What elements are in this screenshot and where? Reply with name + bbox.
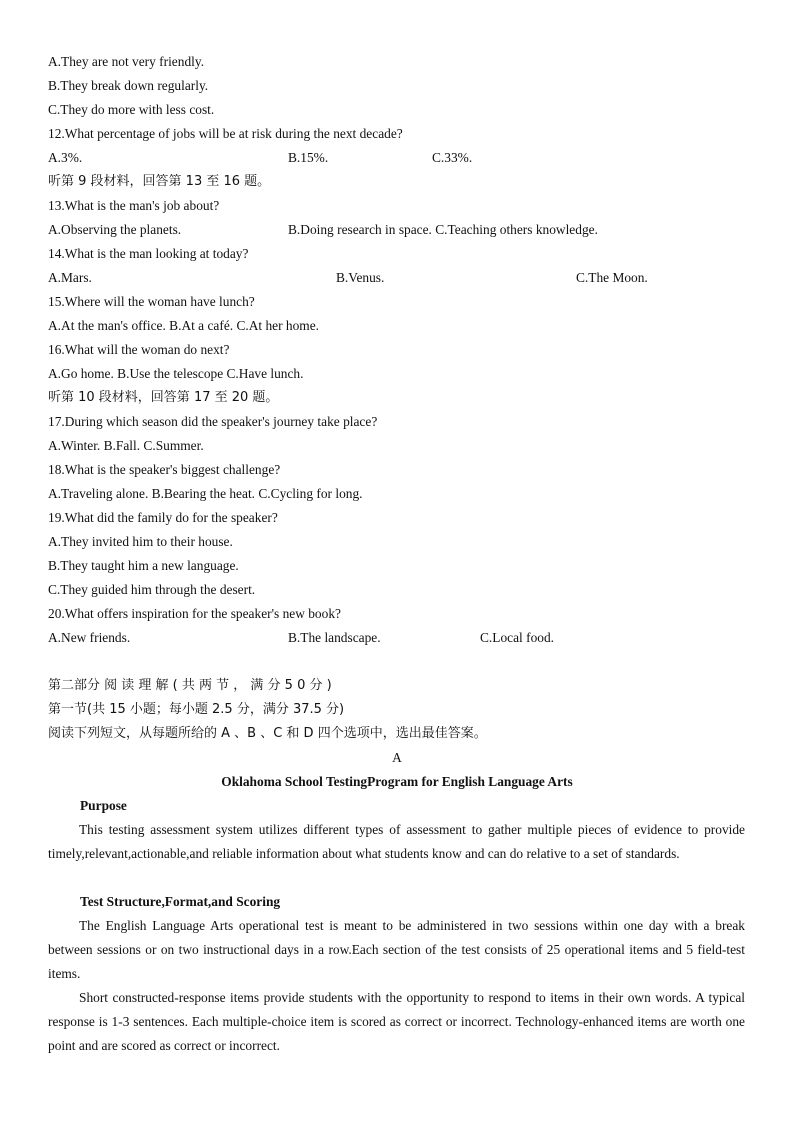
q11-option-c: C.They do more with less cost. (48, 102, 215, 117)
passage-letter: A (392, 750, 402, 765)
section-10-instruction: 听第 10 段材料，回答第 17 至 20 题。 (48, 390, 279, 405)
structure-heading: Test Structure,Format,and Scoring (80, 894, 281, 909)
q20-option-a: A.New friends. (48, 630, 131, 645)
q18-options: A.Traveling alone. B.Bearing the heat. C.Cycling for long. (48, 486, 363, 501)
q16-question: 16.What will the woman do next? (48, 342, 230, 357)
q13-options-bc: B.Doing research in space. C.Teaching others knowledge. (288, 222, 598, 237)
q11-option-b: B.They break down regularly. (48, 78, 209, 93)
purpose-text: This testing assessment system utilizes different types of assessment to gather multiple pieces of evidence to provide timely,relevant,actionable,and reliable information about what students know and can do relative to a set of standards. (48, 822, 745, 861)
q13-option-a: A.Observing the planets. (48, 222, 182, 237)
q14-question: 14.What is the man looking at today? (48, 246, 249, 261)
q15-question: 15.Where will the woman have lunch? (48, 294, 255, 309)
structure-text-1: The English Language Arts operational test is meant to be administered in two sessions within one day with a break between sessions or on two instructional days in a row.Each section of the test consists of 25 operational items and 5 field-test items. (48, 918, 745, 981)
q20-option-b: B.The landscape. (288, 630, 381, 645)
structure-paragraph-2 (48, 986, 745, 1058)
section-one-title: 第一节(共 15 小题；每小题 2.5 分，满分 37.5 分) (48, 702, 345, 717)
q19-question: 19.What did the family do for the speaker? (48, 510, 278, 525)
q14-option-a: A.Mars. (48, 270, 92, 285)
q13-question: 13.What is the man's job about? (48, 198, 220, 213)
q17-options: A.Winter. B.Fall. C.Summer. (48, 438, 204, 453)
q12-option-c: C.33%. (432, 150, 473, 165)
q14-option-b: B.Venus. (336, 270, 385, 285)
q12-question: 12.What percentage of jobs will be at risk during the next decade? (48, 126, 403, 141)
part-two-title: 第二部分 阅 读 理 解 ( 共 两 节 ， 满 分 5 0 分 ) (48, 678, 332, 693)
q18-question: 18.What is the speaker's biggest challenge? (48, 462, 281, 477)
q14-option-c: C.The Moon. (576, 270, 648, 285)
q17-question: 17.During which season did the speaker's journey take place? (48, 414, 378, 429)
q12-option-b: B.15%. (288, 150, 329, 165)
purpose-paragraph (48, 818, 745, 866)
reading-instruction: 阅读下列短文，从每题所给的 A 、B 、C 和 D 四个选项中，选出最佳答案。 (48, 726, 487, 741)
structure-paragraph-1 (48, 914, 745, 986)
purpose-heading: Purpose (80, 798, 127, 813)
q20-question: 20.What offers inspiration for the speaker's new book? (48, 606, 341, 621)
q20-option-c: C.Local food. (480, 630, 555, 645)
q19-option-b: B.They taught him a new language. (48, 558, 239, 573)
q11-option-a: A.They are not very friendly. (48, 54, 205, 69)
q12-option-a: A.3%. (48, 150, 83, 165)
passage-title: Oklahoma School TestingProgram for English Language Arts (221, 774, 573, 789)
q15-options: A.At the man's office. B.At a café. C.At her home. (48, 318, 320, 333)
section-9-instruction: 听第 9 段材料，回答第 13 至 16 题。 (48, 174, 271, 189)
structure-text-2: Short constructed-response items provide students with the opportunity to respond to items in their own words. A typical response is 1-3 sentences. Each multiple-choice item is scored as correct or incorrect. Technology-enhanced items are worth one point and are scored as correct or incorrect. (48, 990, 745, 1053)
q19-option-a: A.They invited him to their house. (48, 534, 233, 549)
q19-option-c: C.They guided him through the desert. (48, 582, 256, 597)
q16-options: A.Go home. B.Use the telescope C.Have lunch. (48, 366, 304, 381)
